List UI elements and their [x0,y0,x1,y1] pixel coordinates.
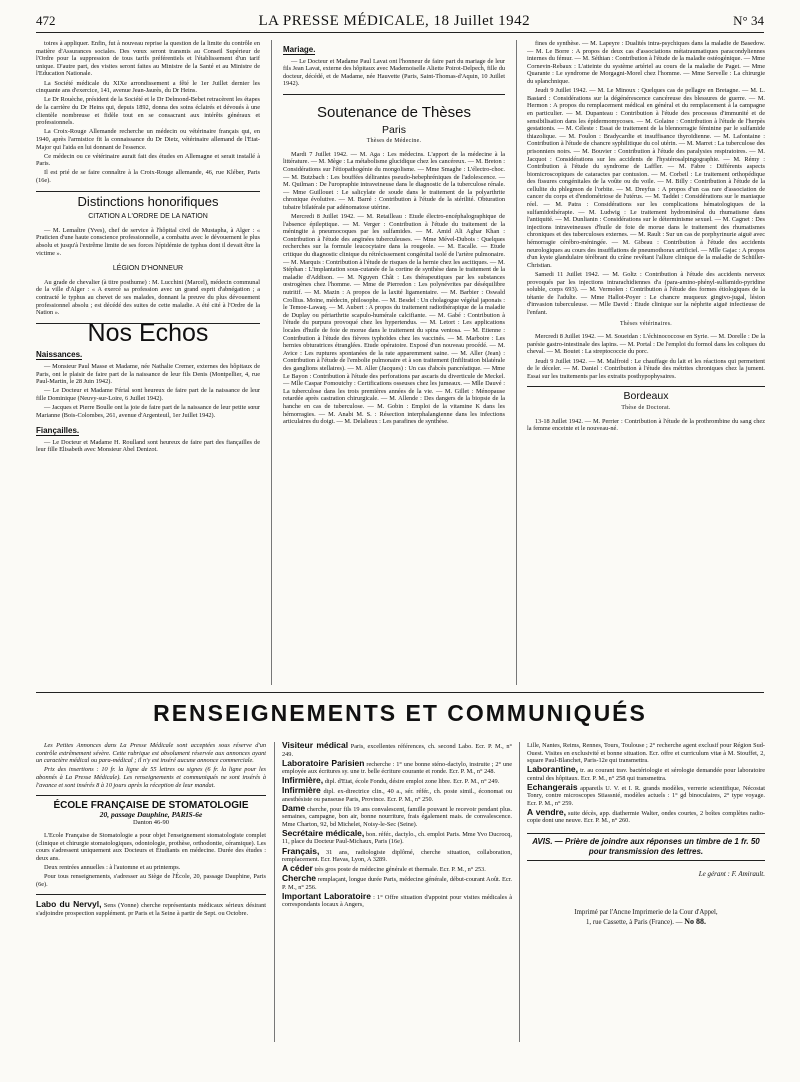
imprint-address: 1, rue Cassette, à Paris (France). — [586,919,683,927]
ad-continuation: Lille, Nantes, Reims, Rennes, Tours, Toulouse ; 2° recherche agent exclusif pour Région Sud-Ouest. Visites en exclusivité et bonne situation. Ecr. offre et curriculum vitæ à M. Stouffet, 2, square Paul-Blanchet, Paris-12e qui transmettra. [527,742,765,764]
column-divider [516,40,517,685]
paragraph: — Le Docteur et Madame H. Roulland sont heureux de faire part des fiançailles de leur fille Elisabeth avec Monsieur Abel Denizot. [36,438,260,454]
paragraph: 13-18 Juillet 1942. — M. Perrier : Contribution à l'étude de la prothrombine du sang chez la femme enceinte et le nouveau-né. [527,417,765,433]
ecole-address: 20, passage Dauphine, PARIS-6e [99,809,203,819]
ad-item [282,742,512,758]
ad-item [282,845,512,864]
divider [283,94,505,95]
heading-fiancailles: Fiançailles. [36,425,80,435]
city-heading-paris: Paris [382,123,406,136]
ad-item [282,865,512,874]
ad-keyword: Labo du Nervyl, [36,899,102,910]
imprint-line-2 [527,917,765,927]
ad-keyword: Laborantine, [527,764,579,775]
page-header [36,10,764,33]
ad-text: recherche : 1° une bonne sténo-dactylo, instruite ; 2° une employée aux écritures sy. une tr. belle écriture courante et ronde. Ecr. P. M., n° 248. [282,760,512,776]
section-title-soutenance: Soutenance de Thèses [316,103,471,121]
ad-keyword: Infirmière [282,785,321,796]
paragraph: Le Dr Rouèche, président de la Société et le Dr Delmond-Bebet retracèrent les étapes de la carrière du Dr Heins qui, depuis 1892, donna des soins éclairés et dévoués à une clientèle nombreuse et fidèle tout en se consacrant aux intérêts généraux et professionnels. [36,96,260,127]
ad-item [282,757,512,776]
ad-text: Paris, excellentes références, ch. second Labo. Ecr. P. M., n° 249. [282,743,512,758]
ad-item [282,875,512,891]
ad-keyword: Secrétaire médicale, [282,827,365,838]
paragraph: Ce médecin ou ce vétérinaire aurait fait des études en Allemagne et serait installé à Paris. [36,152,260,168]
imprint-number: No 88. [684,917,706,927]
column-2 [283,40,505,685]
ad-keyword: A céder [282,863,313,874]
paragraph: Il est prié de se faire connaître à la Croix-Rouge allemande, 46, rue Kléber, Paris (16e). [36,169,260,185]
avis-notice: AVIS. — Prière de joindre aux réponses un timbre de 1 fr. 50 pour transmission des lettres. [527,833,765,861]
ad-keyword: Dame [282,802,306,813]
ads-intro: Les Petites Annonces dans La Presse Médicale sont acceptées sous réserve d'un contrôle extrêmement sévère. Cette rubrique est absolument réservée aux annonces ayant un caractère médical ou para-médical ; il n'y est inséré aucune annonce commerciale. [36,742,266,765]
paragraph: — Jacques et Pierre Boulle ont la joie de faire part de la naissance de leur petite sœur Marianne (Bois-Colombes, 261, avenue d'Argenteuil, 1er Juillet 1942). [36,404,260,419]
ad-keyword: Echangerais [527,781,578,792]
paragraph: La Croix-Rouge Allemande recherche un médecin ou vétérinaire français qui, en 1940, après l'armistice fit la connaissance du Dr Dietz, vétérinaire allemand de l'Etat-Major qui l'aida en lui donnant de l'essence. [36,128,260,151]
ad-text: remplaçant, longue durée Paris, médecine générale, début-courant Août. Ecr. P. M., n° 256. [282,876,512,891]
paragraph: La Société médicale du XIXe arrondissement a fêté le 1er Juillet dernier les cinquante ans d'exercice, 141, avenue Jean-Jaurès, du Dr Heins. [36,79,260,95]
paragraph: fines de synthèse. — M. Lapeyre : Dualités intra-psychiques dans la maladie de Basedow. — M. Le Borre : A propos de deux cas d'associations métatraumatiques paracondyliennes internes du fémur. — M. Séthian : Contribution à l'étude de la maladie ostéogénique. — Mme Cornevin-Rebaux : L'atteinte du système artériel au cours de la maladie de Paget. — Mme Quarante : Le syndrome de Morgagni-Morel chez l'homme. — Mme Servelle : La chirurgie du splanchnique. [527,40,765,85]
paragraph: — M. Lemaître (Yves), chef de service à l'hôpital civil de Mustapha, à Alger : « Praticien d'une haute conscience professionnelle, a combattu avec le dévouement le plus absolu et jusqu'à l'extrême limite de ses forces l'épidémie de typhus dont il devait être la victime ». [36,226,260,257]
ad-keyword: Infirmière, [282,775,324,786]
ad-item [282,787,512,803]
section-title-echos: Nos Echos [87,318,209,347]
section-title-distinctions: Distinctions honorifiques [77,193,219,209]
divider [36,795,266,796]
ad-keyword: Important Laboratoire [282,890,371,901]
issue-number: N° 34 [733,13,764,28]
paragraph: Samedi 11 Juillet 1942. — M. Goltz : Contribution à l'étude des accidents nerveux provoqués par les injections intrarachidiennes d'a (para-amino-phényl-sulfamido-pyridine soluble, corps 693). — M. Vermolen : Contribution à l'étude des formes étiologiques de la tétanie de l'adulte. — Mme Hallot-Poyer : Le chancre muqueux gingivo-jugal, lésion d'invasion tuberculeuse. — Mlle David : Etude clinique sur la néphrite aiguë infectieuse de l'enfant. [527,271,765,316]
paragraph: L'Ecole Française de Stomatologie a pour objet l'enseignement stomatologiste complet (clinique et chirurgie stomatologiques, odontologie, prothèse, orthodontie, céramique). Les cours s'adressent uniquement aux Docteurs et Étudiants en médecine. Durée des études : deux ans. [36,831,266,862]
subheading-doctorat: Thèse de Doctorat. [621,404,671,411]
paragraph: Jeudi 9 Juillet 1942. — M. Le Minoux : Quelques cas de pellagre en Bretagne. — M. L. Bastard : Considérations sur la dégénérescence cancéreuse des blessures de guerre. — M. Hermon : A propos du remplacement médical en général et du remplacement à la campagne en particulier. — M. Dupanteau : Contribution à l'étude des processus d'immunité et de sensibilisation dans les épidermomycoses. — M. Golaine : Contribution à l'étude de l'herpès gestationis. — M. Céleste : Essai de traitement de la blennorragie féminine par le sulfamide thiazolique. — M. Foulon : Bradycardie et insuffisance thyroïdienne. — M. Lafontaine : Contribution à l'étude de chancre syphilitique du col utérin. — M. Marret : La tuberculose des prisonniers noirs. — M. Bouvier : Contribution à l'étude des paralysies respiratoires. — M. Jacquot : Considérations sur les accidents de l'hystérosalpingographie. — M. Rémy : Contribution à l'étude du syndrome de Laffler. — M. Fabre : Différents aspects biomicroscopiques de cataractes par contusion. — M. Corbeil : Le traitement orthopédique des fissures congénitales de la voûte ou du voile. — M. Billy : Contribution à l'étude de la cellulite du phlegmon de l'orbite. — M. Dreyfus : A propos d'un cas rare d'association de cancer du corps et d'endométriose de l'utérus. — M. Taddei : Considérations sur le maniaque réel. — M. Patra : Considérations sur les complications hématologiques de la sulfamidothérapie. — M. Ludwig : Le traitement hydrominéral du rhumatisme dans l'antiquité. — M. Dunlianin : Considérations sur le déterminisme sexuel. — M. Cagnet : Des injections intraveineuses d'huile de foie de morue dans le traitement des rhumatismes chroniques et des tuberculoses externes. — M. Rault : Sur un cas de porphyrinurie aiguë avec hémorragie cérébro-méningée. — M. Gibeau : Contribution à l'étude des accidents neurologiques au cours des insufflations de pneumothorax artificiel. — Mlle Gajac : A propos d'un kyste glandulaire térébrant du crâne revêtant l'allure clinique de la maladie de Schüller-Christian. [527,87,765,269]
ad-item [282,802,512,829]
subheading-citation: CITATION A L'ORDRE DE LA NATION [88,213,208,221]
column-1 [36,40,260,685]
ad-text: très gros poste de médecine générale et thermale. Ecr. P. M., n° 253. [314,866,486,874]
column-divider [271,40,272,685]
section-rule [36,692,764,693]
imprint [527,908,765,927]
ad-text: dipl. ex-directrice clin., 40 a., sér. référ., ch. poste simil., économat ou anesthésiste ou panseuse Paris, Province. Ecr. P. M., n° 250. [282,788,512,803]
column-divider [274,742,275,1042]
ad-text: Sens (Yonne) cherche représentants médicaux sérieux désirant s'adjoindre prospection supplément. pr Paris et la Seine à partir de Sept. ou Octobre. [36,902,266,917]
column-3 [527,40,765,685]
paragraph: toires à appliquer. Enfin, fut à nouveau reprise la question de la limite du contrôle en matière d'Assurances sociales. Des vœux seront transmis au Conseil Supérieur de l'Ordre pour la suppression de tous tarifs préférentiels et l'établissement d'un tarif unique. D'autre part, des visites seront faites au Ministre de la Santé et au Ministre de l'Education Nationale. [36,40,260,78]
ads-prices: Prix des insertions : 10 fr. la ligne de 55 lettres ou signes (6 fr. la ligne pour les abonnés à La Presse Médicale). Les renseignements et communiqués ne sont insérés à l'avance et sont insérés 8 à 10 jours après la réception de leur mandat. [36,766,266,789]
paragraph: Jeudi 9 Juillet 1942. — M. Malfroid : Le chauffage du lait et les réactions qui permettent de le déceler. — M. Daniel : Contribution à l'étude des métrites chroniques chez la jument. Essai sur les traitements par les extraits posthypophysaires. [527,357,765,380]
ad-text: : 1° Offre situation d'appoint pour visites médicales à correspondants locaux à Angers, [282,893,512,909]
paragraph: Mercredi 8 Juillet 1942. — M. Retailleau : Etude électro-encéphalographique de l'absence épileptique. — M. Verger : Contribution à l'étude du traitement de la méningite à pneumocoques par les sulfamides. — M. Amid Ali Aghar Khan : Contribution à l'étude des anginées tuberculeuses. — Mme Mével-Dubois : Quelques recherches sur la formule leucocytaire dans la rougeole. — M. Escalle. — Etude critique du diagnostic clinique du rétrécissement congénital isolé de l'artère pulmonaire. — M. Marquis : Contribution à l'étude de risques de la hernie chez les ascitiques. — M. Stéphan : L'implantation sous-cutanée de la cortine de synthèse dans le traitement de la maladie d'Addison. — M. Nguyen Chât : Les thérapeutiques par les substances œstrogènes chez l'homme. — Mme de Pierredon : Les polynévrites par déséquilibre nutritif. — M. Mazin : A propos de la laxité ligamentaire. — M. Barbier : Oswald Crollius. Moine, médecin, philosophe. — M. Besdel : Un cholagogue végétal japonais : le Temoe-Lawaq. — M. Aubert : A propos du traitement radiothérapique de la maladie de Duplay ou périarthrite scapulo-humérale calcifiante. — M. Gabé : Contribution à l'étude du purpura provoqué chez les hypertendus. — M. Letort : Les applications locales d'huile de foie de morue dans le traitement du spina ventosa. — M. Etienne : Contribution à l'étude des fièvres typhoïdes chez les vaccinés. — M. Marboire : Les hernies obturatrices étranglées. Etude opératoire. Exposé d'un nouveau procédé. — M. Avice : Les ruptures spontanées de la rate apparemment saine. — M. Aller (Jean) : Contribution à l'étude de l'embolie pulmonaire et à son traitement (Infiltration bilatérale des ganglions stellaires). — M. Aller (Jacques) : Un cas d'abcès pancréatique. — Mme Le Bayon : Contribution à l'étude des perforations par ascaris du diverticule de Meckel. — Mlle Caspar Fomoutchy : Certifications osseuses chez les jumeaux. — Mlle Dauvé : La tuberculose dans les trois premières années de la vie. — M. Gillet : Ménopause retardée après castration chirurgicale. — M. Allende : Des dangers de la biopsie de la hanche en cas de tuberculose. — M. Gobin : Emploi de la vitamine K dans les hémorragies. — M. Anabi M. S. : Résection interphalangienne dans les infections articulaires du doigt. — M. Delalieux : Les parafines de synthèse. [283,213,505,426]
ecole-phone: Danton 46-90 [133,819,169,827]
paragraph: Deux rentrées annuelles : à l'automne et au printemps. [44,863,181,871]
imprint-line-1: Imprimé par l'Ancne Imprimerie de la Cour d'Appel, [574,909,718,917]
ad-item [527,781,765,808]
heading-mariage: Mariage. [283,45,316,54]
ad-text: suite décès, app. diathermie Walter, ondes courtes, 2 boîtes complètes radio-copie dont une neuve. Ecr. P. M., n° 260. [527,809,765,825]
heading-naissances: Naissances. [36,350,83,360]
ad-item [282,890,512,909]
divider [527,386,765,387]
ad-text: tr. au courant trav. bactériologie et sérologie demandée pour laboratoire central des hôpitaux. Ecr. P. M., n° 258 qui transmettra. [527,767,765,782]
ads-column-3 [527,742,765,1042]
ad-keyword: Français, [282,845,320,856]
paragraph: — Le Docteur et Madame Férial sont heureux de faire part de la naissance de leur fille Dominique (Neuvy-sur-Loire, 6 Juillet 1942). [36,387,260,402]
subheading-theses: Thèses de Médecine. [366,138,422,145]
divider [36,191,260,192]
ad-keyword: Cherche [282,873,317,884]
ad-text: cherche, pour fils 19 ans convalescent, famille pouvant le recevoir pendant plus. semaines, campagne, bon air, bonne nourriture, frais également mais. de convalescence. Mme Charton, 92, bd Michelet, Noisy-le-Sec (Seine). [282,805,512,828]
ads-column-2 [282,742,512,1042]
paragraph: Mardi 7 Juillet 1942. — M. Aga : Les médecins. L'apport de la médecine à la littérature. — M. Mège : La métabolisme glucidique chez les cancéreux. — M. Breton : Considérations sur l'étiopathogénie du mongolisme. — Mme Smaghe : L'électro-choc. — M. Butzbach : Les bouffées délirantes pseudo-hebephréniques de l'adolescence. — M. Quilman : De l'uropraphie intraveineuse dans le diagnostic de la tuberculose rénale. — Mme Guillouet : Le salicylate de soude dans le traitement de la polyarthrite chronique évolutive. — M. Barré : Contribution à l'étude de la stérilité. Obturation tubaire bilatérale par adénomatose utérine. [283,150,505,211]
ad-keyword: Laboratoire Parisien [282,757,365,768]
ad-text: 31 ans, radiologiste diplômé, cherche situation, collaboration, remplacement. Ecr. Havas, Lyon, A 3289. [282,848,512,864]
paragraph: Au grade de chevalier (à titre posthume) : M. Lucchini (Marcel), médecin communal de la ville d'Alger : « A exercé sa profession avec un grand esprit d'abnégation ; a contracté le typhus au chevet de ses malades, donnant la preuve du plus dévouement professionnel absolu ; est décédé des suites de cette maladie. A été cité à l'Ordre de la Nation ». [36,278,260,317]
ad-keyword: A vendre, [527,806,566,817]
subheading-legion: LÉGION D'HONNEUR [112,265,184,273]
paragraph: Pour tous renseignements, s'adresser au Siège de l'École, 20, passage Dauphine, Paris (6e). [36,873,266,888]
ad-item [527,766,765,782]
subheading-veterinaires: Thèses vétérinaires. [619,320,673,327]
city-heading-bordeaux: Bordeaux [623,390,669,403]
ad-text: bon. référ., dactylo., ch. emploi Paris. Mme Yvo Ducrocq, 11, place du Docteur Paul-Michaux, Paris (16e). [282,830,512,846]
ad-labo-nervyl [36,901,266,917]
page-number: 472 [36,13,56,28]
ad-keyword: Visiteur médical [282,742,349,750]
renseignements-title: RENSEIGNEMENTS ET COMMUNIQUÉS [153,700,647,726]
ad-text: appareils U. V. et I. R. grands modèles, verrerie scientifique, Nécostat Tonry, contre microscopes Stiassnié, modèles actuels : 1° gd binoculaires, 2° type voyage. Ecr. P. M., n° 259. [527,784,765,807]
ecole-title: ÉCOLE FRANÇAISE DE STOMATOLOGIE [53,800,249,812]
column-divider [519,742,520,1042]
paragraph: — Monsieur Paul Masse et Madame, née Nathalie Cremer, externes des hôpitaux de Paris, ont le plaisir de faire part de la naissance de leur fils Denis (Montpellier, 4, rue Paul-Martin, le 28 Juin 1942). [36,362,260,386]
divider [36,894,266,895]
ads-column-1 [36,742,266,1042]
ad-text: dipl. d'Etat, école Fondu, désire emploi zone libre. Ecr. P. M., n° 249. [324,778,500,786]
ad-item [527,806,765,825]
ad-item [282,827,512,846]
paragraph: — Le Docteur et Madame Paul Lavat ont l'honneur de faire part du mariage de leur fils Jean Lavat, externe des hôpitaux avec Mademoiselle Aliette Poirot-Delpech, fille du docteur, décédé, et de Madame, née Hauvette (Paris, Saint-Thomas-d'Aquin, 10 Juillet 1942). [283,57,505,88]
paragraph: Mercredi 8 Juillet 1942. — M. Soueidan : L'échinococcose en Syrie. — M. Dorelle : De la parésie gastro-intestinale des lapins. — M. Portal : De l'emploi du formol dans les coliques du cheval. — M. Boutet : La streptococcie du porc. [527,333,765,356]
gerant-line: Le gérant : F. Amirault. [698,869,765,878]
journal-title: LA PRESSE MÉDICALE, 18 Juillet 1942 [258,12,531,29]
